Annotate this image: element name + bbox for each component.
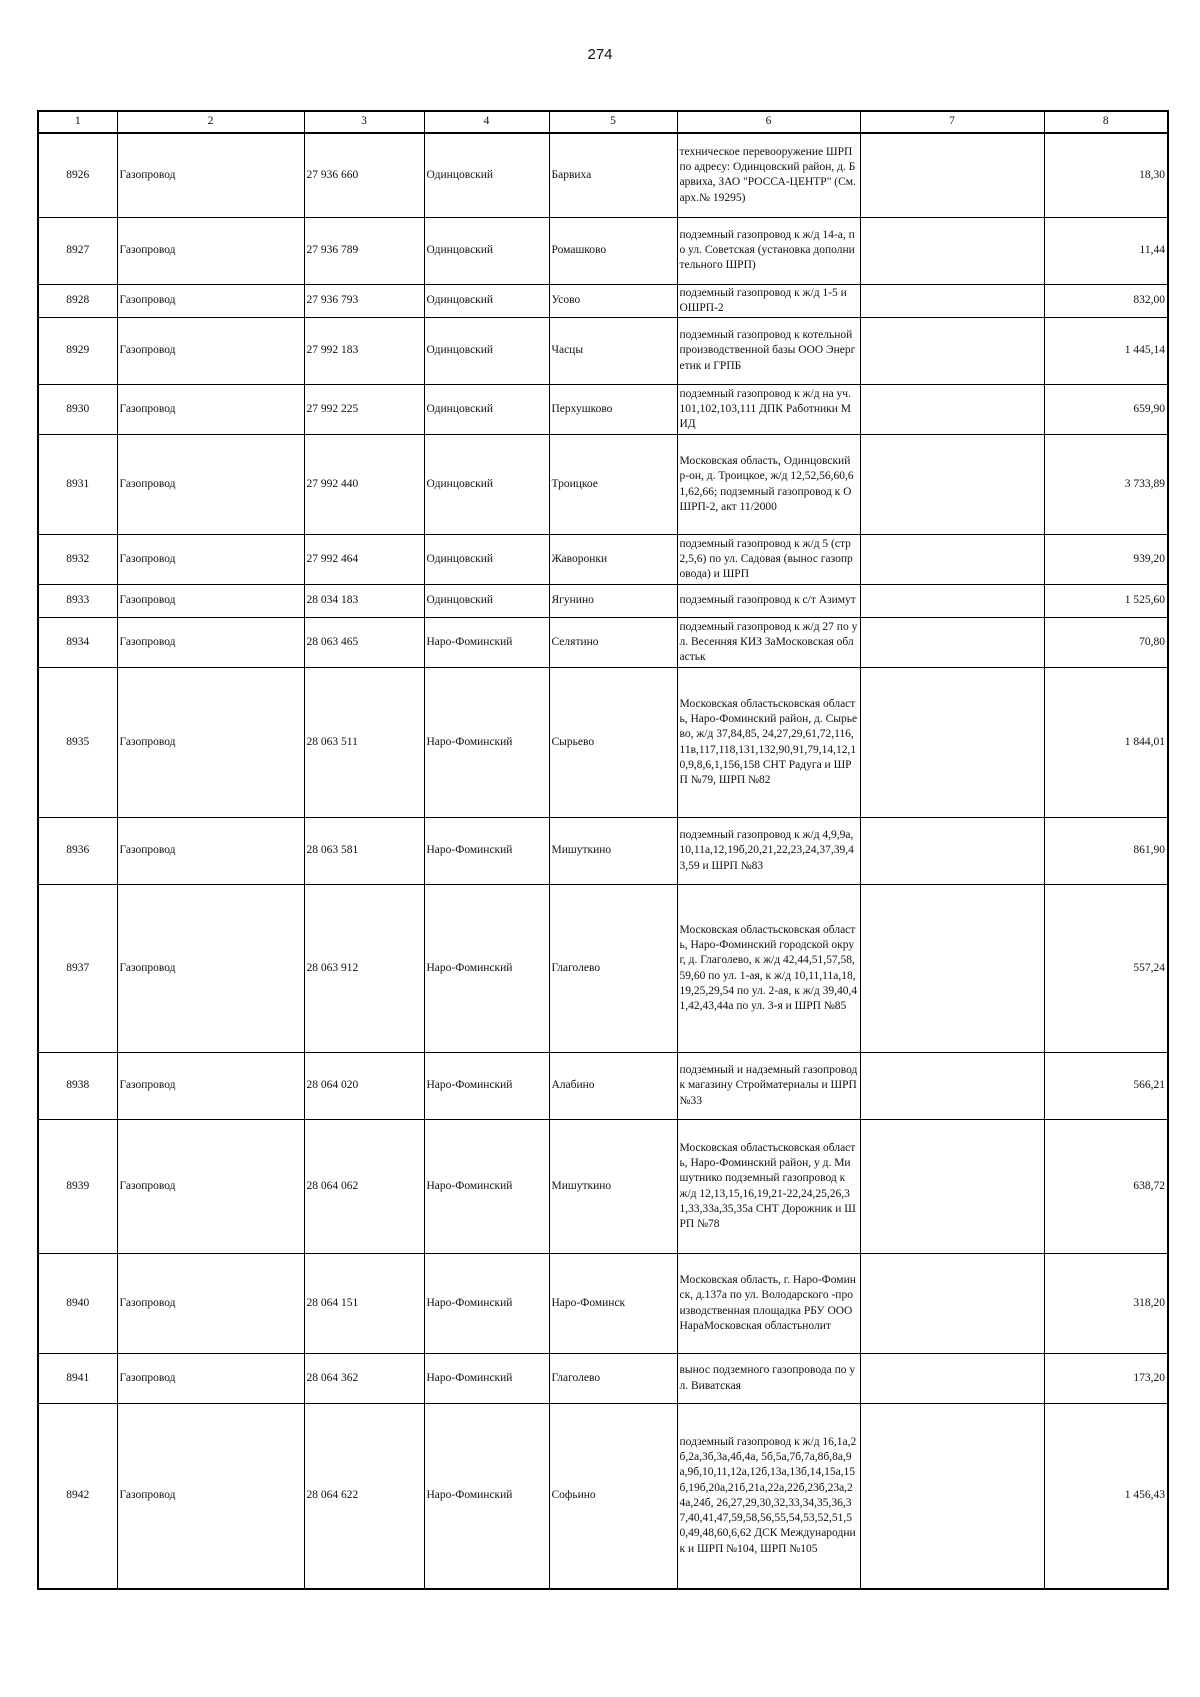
cell-column-7 [860, 1354, 1044, 1404]
cell-object-type: Газопровод [117, 885, 304, 1053]
cell-locality: Жаворонки [549, 535, 677, 585]
cell-column-7 [860, 585, 1044, 618]
cell-row-number: 8938 [38, 1053, 117, 1120]
table-row [38, 284, 1168, 318]
cell-district: Одинцовский [424, 535, 549, 585]
cell-locality: Мишуткино [549, 818, 677, 885]
table-row [38, 1354, 1168, 1404]
cell-description: подземный газопровод к ж/д 5 (стр 2,5,6) по ул. Садовая (вынос газопровода) и ШРП [677, 535, 860, 585]
cell-code: 27 992 464 [304, 535, 424, 585]
cell-locality: Алабино [549, 1053, 677, 1120]
cell-row-number: 8941 [38, 1354, 117, 1404]
cell-row-number: 8928 [38, 284, 117, 318]
cell-code: 28 034 183 [304, 585, 424, 618]
cell-code: 28 063 912 [304, 885, 424, 1053]
column-header: 2 [117, 111, 304, 133]
cell-code: 28 063 511 [304, 668, 424, 818]
column-header: 5 [549, 111, 677, 133]
table-row [38, 535, 1168, 585]
cell-row-number: 8929 [38, 318, 117, 385]
cell-value: 659,90 [1044, 385, 1168, 435]
cell-code: 28 064 622 [304, 1404, 424, 1589]
cell-column-7 [860, 1404, 1044, 1589]
cell-object-type: Газопровод [117, 1254, 304, 1354]
cell-district: Наро-Фоминский [424, 1404, 549, 1589]
cell-locality: Ромашково [549, 217, 677, 284]
cell-code: 27 936 793 [304, 284, 424, 318]
cell-district: Наро-Фоминский [424, 1053, 549, 1120]
cell-column-7 [860, 284, 1044, 318]
cell-column-7 [860, 217, 1044, 284]
cell-code: 28 064 020 [304, 1053, 424, 1120]
cell-column-7 [860, 1053, 1044, 1120]
cell-description: подземный газопровод к котельной производственной базы ООО Энергетик и ГРПБ [677, 318, 860, 385]
cell-district: Наро-Фоминский [424, 668, 549, 818]
cell-code: 28 064 062 [304, 1120, 424, 1254]
cell-row-number: 8932 [38, 535, 117, 585]
cell-column-7 [860, 385, 1044, 435]
cell-row-number: 8940 [38, 1254, 117, 1354]
cell-object-type: Газопровод [117, 585, 304, 618]
cell-district: Одинцовский [424, 217, 549, 284]
table-row [38, 618, 1168, 668]
cell-district: Одинцовский [424, 318, 549, 385]
cell-row-number: 8933 [38, 585, 117, 618]
cell-object-type: Газопровод [117, 818, 304, 885]
table-row [38, 885, 1168, 1053]
cell-object-type: Газопровод [117, 1404, 304, 1589]
cell-value: 318,20 [1044, 1254, 1168, 1354]
cell-code: 27 936 660 [304, 133, 424, 217]
cell-description: Московская областьсковская область, Наро-Фоминский городской округ, д. Глаголево, к ж/д 42,44,51,57,58,59,60 по ул. 1-ая, к ж/д 10,11,11а,18,19,25,29,54 по ул. 2-ая, к ж/д 39,40,41,42,43,44а по ул. 3-я и ШРП №85 [677, 885, 860, 1053]
cell-description: подземный газопровод к с/т Азимут [677, 585, 860, 618]
cell-district: Наро-Фоминский [424, 618, 549, 668]
table-row [38, 133, 1168, 217]
cell-column-7 [860, 818, 1044, 885]
cell-value: 173,20 [1044, 1354, 1168, 1404]
cell-row-number: 8937 [38, 885, 117, 1053]
table-row [38, 818, 1168, 885]
cell-object-type: Газопровод [117, 318, 304, 385]
cell-column-7 [860, 1120, 1044, 1254]
cell-locality: Мишуткино [549, 1120, 677, 1254]
cell-row-number: 8939 [38, 1120, 117, 1254]
cell-description: Московская область, г. Наро-Фоминск, д.137а по ул. Володарского -производственная площадка РБУ ООО НараМосковская областьнолит [677, 1254, 860, 1354]
cell-column-7 [860, 885, 1044, 1053]
cell-district: Наро-Фоминский [424, 818, 549, 885]
cell-locality: Софьино [549, 1404, 677, 1589]
cell-description: Московская областьсковская область, Наро-Фоминский район, д. Сырьево, ж/д 37,84,85, 24,27,29,61,72,116,11в,117,118,131,132,90,91,79,14,12,10,9,8,6,1,156,158 СНТ Радуга и ШРП №79, ШРП №82 [677, 668, 860, 818]
cell-district: Одинцовский [424, 385, 549, 435]
column-header: 8 [1044, 111, 1168, 133]
cell-column-7 [860, 535, 1044, 585]
cell-description: Московская область, Одинцовский р-он, д. Троицкое, ж/д 12,52,56,60,61,62,66; подземный газопровод к ОШРП-2, акт 11/2000 [677, 435, 860, 535]
cell-description: Московская областьсковская область, Наро-Фоминский район, у д. Мишутнико подземный газопровод к ж/д 12,13,15,16,19,21-22,24,25,26,31,33,33а,35,35а СНТ Дорожник и ШРП №78 [677, 1120, 860, 1254]
cell-description: вынос подземного газопровода по ул. Виватская [677, 1354, 860, 1404]
cell-description: техническое перевооружение ШРП по адресу: Одинцовский район, д. Барвиха, ЗАО "РОССА-ЦЕНТР" (См. арх.№ 19295) [677, 133, 860, 217]
cell-district: Одинцовский [424, 435, 549, 535]
cell-object-type: Газопровод [117, 133, 304, 217]
cell-value: 11,44 [1044, 217, 1168, 284]
cell-locality: Наро-Фоминск [549, 1254, 677, 1354]
cell-column-7 [860, 133, 1044, 217]
cell-description: подземный и надземный газопровод к магазину Стройматериалы и ШРП №33 [677, 1053, 860, 1120]
cell-district: Одинцовский [424, 585, 549, 618]
cell-code: 28 063 465 [304, 618, 424, 668]
cell-value: 18,30 [1044, 133, 1168, 217]
table-row [38, 217, 1168, 284]
cell-row-number: 8942 [38, 1404, 117, 1589]
table-row [38, 1254, 1168, 1354]
cell-column-7 [860, 435, 1044, 535]
cell-object-type: Газопровод [117, 385, 304, 435]
cell-description: подземный газопровод к ж/д 27 по ул. Весенняя КИЗ ЗаМосковская областьк [677, 618, 860, 668]
cell-row-number: 8926 [38, 133, 117, 217]
cell-description: подземный газопровод к ж/д на уч. 101,102,103,111 ДПК Работники МИД [677, 385, 860, 435]
cell-description: подземный газопровод к ж/д 16,1а,2б,2а,3б,3а,4б,4а, 5б,5а,7б,7а,8б,8а,9а,9б,10,11,12а,12б,13а,13б,14,15а,15б,19б,20а,21б,21а,22а,22б,23б,23а,24а,24б, 26,27,29,30,32,33,34,35,36,37,40,41,47,59,58,56,55,54,53,52,51,50,49,48,60,6,62 ДСК Международник и ШРП №104, ШРП №105 [677, 1404, 860, 1589]
cell-column-7 [860, 668, 1044, 818]
cell-object-type: Газопровод [117, 1120, 304, 1254]
cell-row-number: 8927 [38, 217, 117, 284]
cell-object-type: Газопровод [117, 1053, 304, 1120]
cell-value: 939,20 [1044, 535, 1168, 585]
cell-value: 3 733,89 [1044, 435, 1168, 535]
cell-row-number: 8935 [38, 668, 117, 818]
cell-value: 861,90 [1044, 818, 1168, 885]
cell-object-type: Газопровод [117, 435, 304, 535]
cell-district: Наро-Фоминский [424, 1120, 549, 1254]
page-number: 274 [587, 46, 613, 63]
cell-value: 1 456,43 [1044, 1404, 1168, 1589]
cell-locality: Усово [549, 284, 677, 318]
table-row [38, 435, 1168, 535]
table-row [38, 1120, 1168, 1254]
cell-value: 557,24 [1044, 885, 1168, 1053]
cell-district: Наро-Фоминский [424, 1254, 549, 1354]
cell-locality: Троицкое [549, 435, 677, 535]
cell-object-type: Газопровод [117, 1354, 304, 1404]
cell-code: 27 992 440 [304, 435, 424, 535]
cell-code: 27 992 183 [304, 318, 424, 385]
cell-object-type: Газопровод [117, 284, 304, 318]
cell-code: 28 064 362 [304, 1354, 424, 1404]
table-row [38, 318, 1168, 385]
cell-district: Одинцовский [424, 133, 549, 217]
cell-column-7 [860, 318, 1044, 385]
cell-code: 27 992 225 [304, 385, 424, 435]
table-row [38, 1404, 1168, 1589]
table-row [38, 668, 1168, 818]
column-header: 6 [677, 111, 860, 133]
cell-value: 1 525,60 [1044, 585, 1168, 618]
cell-locality: Перхушково [549, 385, 677, 435]
cell-locality: Ягунино [549, 585, 677, 618]
table-row [38, 1053, 1168, 1120]
cell-district: Одинцовский [424, 284, 549, 318]
cell-object-type: Газопровод [117, 668, 304, 818]
cell-row-number: 8930 [38, 385, 117, 435]
cell-object-type: Газопровод [117, 535, 304, 585]
cell-code: 28 064 151 [304, 1254, 424, 1354]
column-header: 1 [38, 111, 117, 133]
cell-value: 70,80 [1044, 618, 1168, 668]
cell-description: подземный газопровод к ж/д 14-а, по ул. Советская (установка дополнительного ШРП) [677, 217, 860, 284]
cell-description: подземный газопровод к ж/д 4,9,9а,10,11а,12,19б,20,21,22,23,24,37,39,43,59 и ШРП №83 [677, 818, 860, 885]
cell-row-number: 8936 [38, 818, 117, 885]
cell-district: Наро-Фоминский [424, 885, 549, 1053]
cell-column-7 [860, 1254, 1044, 1354]
column-header: 7 [860, 111, 1044, 133]
table-row [38, 385, 1168, 435]
cell-locality: Селятино [549, 618, 677, 668]
column-header: 3 [304, 111, 424, 133]
cell-row-number: 8934 [38, 618, 117, 668]
cell-value: 1 844,01 [1044, 668, 1168, 818]
cell-locality: Сырьево [549, 668, 677, 818]
cell-value: 638,72 [1044, 1120, 1168, 1254]
cell-object-type: Газопровод [117, 217, 304, 284]
table-body [38, 133, 1168, 1589]
cell-locality: Глаголево [549, 885, 677, 1053]
cell-object-type: Газопровод [117, 618, 304, 668]
cell-district: Наро-Фоминский [424, 1354, 549, 1404]
cell-locality: Барвиха [549, 133, 677, 217]
cell-value: 566,21 [1044, 1053, 1168, 1120]
cell-row-number: 8931 [38, 435, 117, 535]
cell-value: 832,00 [1044, 284, 1168, 318]
cell-value: 1 445,14 [1044, 318, 1168, 385]
table-row [38, 585, 1168, 618]
cell-column-7 [860, 618, 1044, 668]
registry-table [37, 110, 1169, 1590]
cell-description: подземный газопровод к ж/д 1-5 и ОШРП-2 [677, 284, 860, 318]
cell-locality: Глаголево [549, 1354, 677, 1404]
column-header: 4 [424, 111, 549, 133]
cell-code: 27 936 789 [304, 217, 424, 284]
cell-code: 28 063 581 [304, 818, 424, 885]
header-row [38, 111, 1168, 133]
cell-locality: Часцы [549, 318, 677, 385]
